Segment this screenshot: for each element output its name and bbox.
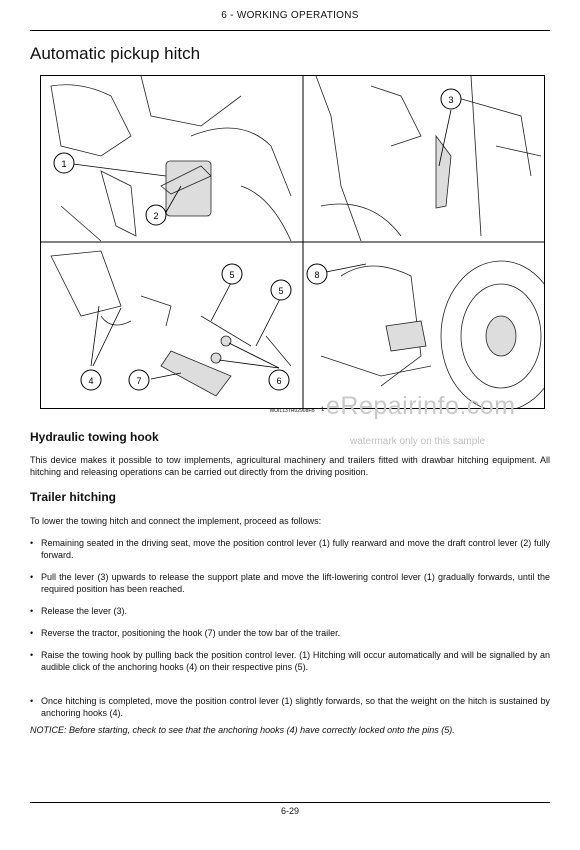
svg-text:4: 4 (88, 376, 94, 386)
bullet-text: Release the lever (3). (41, 606, 128, 616)
panel-lever3-drawing (316, 76, 541, 241)
bullet-marker: • (30, 538, 34, 548)
section-heading-hydraulic-towing-hook: Hydraulic towing hook (30, 430, 159, 444)
bullet-marker: • (30, 650, 34, 660)
panel-wheel-drawing (321, 261, 544, 408)
svg-text:8: 8 (314, 270, 320, 280)
callout-8 (307, 264, 327, 284)
callout-7 (129, 370, 149, 390)
section-paragraph-hydraulic: This device makes it possible to tow implements, agricultural machinery and trailers fitted with drawbar hitching equipment. All hitching and releasing operations can be carried out directly from the driving position. (30, 455, 550, 478)
svg-text:1: 1 (61, 159, 67, 169)
list-item (30, 571, 550, 596)
bullet-text: Reverse the tractor, positioning the hook (7) under the tow bar of the trailer. (41, 628, 341, 638)
section-intro-trailer: To lower the towing hitch and connect the implement, proceed as follows: (30, 516, 322, 526)
callout-5a (222, 264, 242, 284)
svg-text:5: 5 (229, 270, 235, 280)
bullet-marker: • (30, 696, 34, 706)
bullet-marker: • (30, 606, 34, 616)
page-title: Automatic pickup hitch (30, 44, 201, 63)
svg-text:6: 6 (276, 376, 282, 386)
notice-text: NOTICE: Before starting, check to see that the anchoring hooks (4) have correctly locked onto the pins (5). (30, 725, 455, 735)
svg-text:5: 5 (278, 286, 284, 296)
bullet-text: Pull the lever (3) upwards to release the support plate and move the lift-lowering control lever (1) gradually forwards, until the required position has been reached. (41, 572, 550, 595)
callout-3 (441, 89, 461, 109)
svg-text:3: 3 (448, 95, 454, 105)
svg-text:7: 7 (136, 376, 142, 386)
bullet-text: Raise the towing hook by pulling back the position control lever. (1) Hitching will occur automatically and will be signalled by an audible click of the anchoring hooks (4) on their respective pins (5). (41, 650, 550, 673)
bullet-text: Remaining seated in the driving seat, move the position control lever (1) fully rearward and move the draft control lever (2) fully forward. (41, 538, 550, 561)
watermark-note: watermark only on this sample (350, 436, 486, 447)
page-number: 6-29 (280, 806, 299, 816)
list-item (30, 649, 550, 674)
figure-number: 1 (321, 407, 325, 413)
footer-rule (30, 802, 550, 803)
list-item (30, 605, 550, 617)
callout-6 (269, 370, 289, 390)
figure-illustration (40, 75, 545, 409)
svg-text:2: 2 (153, 211, 159, 221)
list-item (30, 695, 550, 720)
header-rule (30, 30, 550, 31)
bullet-marker: • (30, 572, 34, 582)
callout-2 (146, 205, 166, 225)
page-header: 6 - WORKING OPERATIONS (221, 10, 359, 21)
watermark-brand: eRepairinfo.com (326, 392, 516, 420)
figure-code: MOIL13TR02908FB (270, 408, 315, 414)
callout-1 (54, 153, 74, 173)
callout-4 (81, 370, 101, 390)
callout-5b (271, 280, 291, 300)
panel-levers-drawing (51, 76, 291, 241)
list-item (30, 627, 550, 639)
section-heading-trailer-hitching: Trailer hitching (30, 490, 117, 504)
list-item (30, 537, 550, 562)
bullet-text: Once hitching is completed, move the position control lever (1) slightly forwards, so that the weight on the hitch is sustained by anchoring hooks (4). (41, 696, 550, 719)
bullet-marker: • (30, 628, 34, 638)
